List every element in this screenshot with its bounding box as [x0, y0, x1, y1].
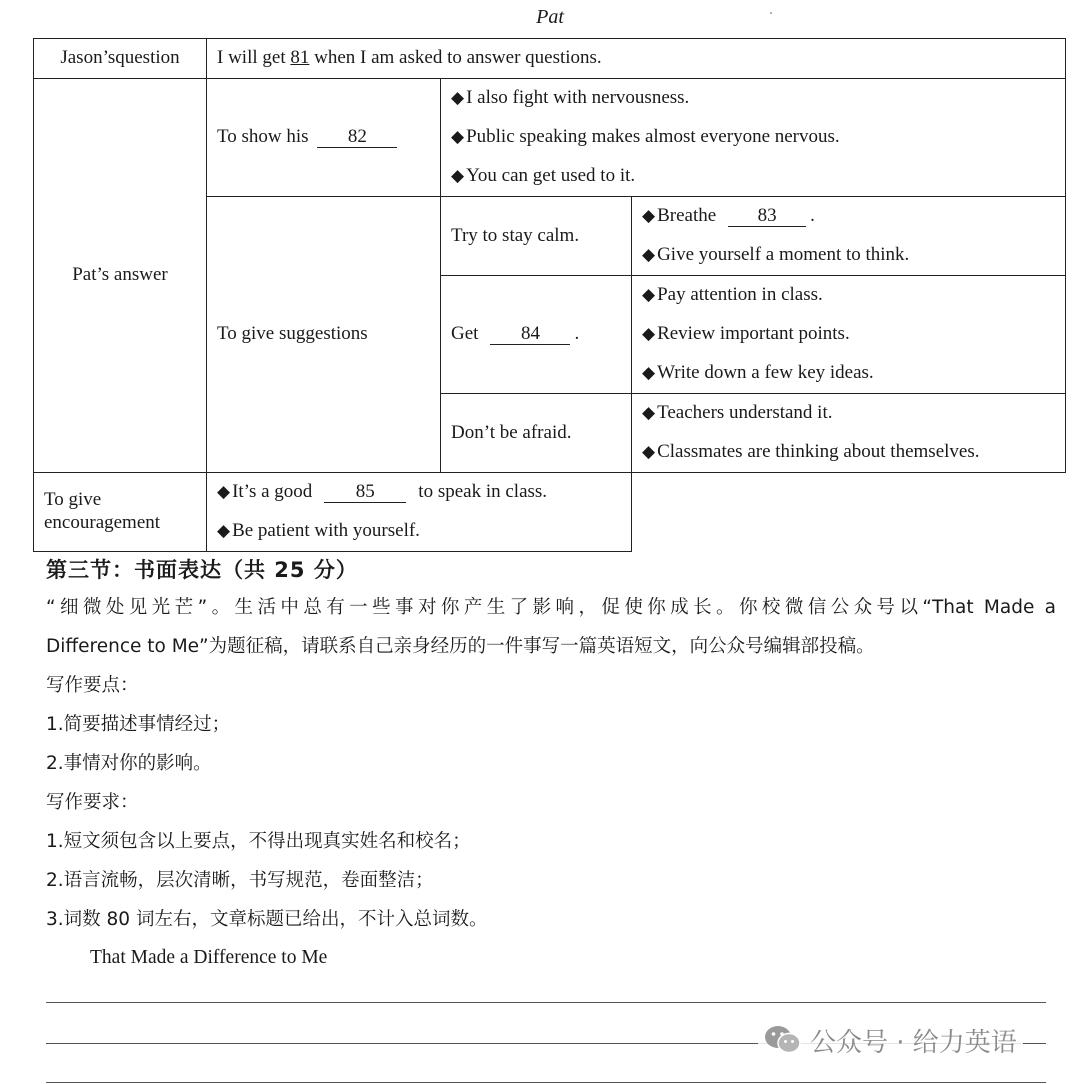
encouragement-point: ◆ Be patient with yourself. [217, 520, 420, 542]
writing-point: 1.简要描述事情经过； [46, 714, 231, 735]
diamond-bullet-icon: ◆ [451, 88, 465, 108]
watermark [758, 1020, 1023, 1060]
requirement: 1.短文须包含以上要点，不得出现真实姓名和校名； [46, 831, 471, 852]
diamond-bullet-icon: ◆ [642, 324, 656, 344]
blank-85: 85 [324, 482, 406, 503]
diamond-bullet-icon: ◆ [642, 245, 656, 265]
essay-title: That Made a Difference to Me [90, 947, 328, 968]
question-row [34, 39, 1066, 79]
question-label: Jason’squestion [34, 39, 207, 79]
section-title: 第三节：书面表达（共 25 分） [46, 558, 358, 582]
requirements-heading: 写作要求： [46, 792, 139, 813]
afraid-point: ◆ Classmates are thinking about themselves. [642, 441, 980, 463]
question-text [207, 39, 1066, 79]
blank-82: 82 [317, 127, 397, 148]
dialogue-table [33, 38, 1066, 552]
diamond-bullet-icon: ◆ [642, 442, 656, 462]
calm-point: ◆ Breathe 83 . [642, 205, 815, 227]
show-label [207, 79, 441, 197]
scan-dot [770, 12, 772, 14]
pat-header: Pat [536, 6, 564, 28]
encouragement-label: To give encouragement [34, 473, 207, 552]
diamond-bullet-icon: ◆ [642, 285, 656, 305]
blank-81: 81 [290, 47, 310, 69]
question-text-after: when I am asked to answer questions. [309, 47, 602, 69]
question-text-before: I will get [217, 47, 291, 69]
answer-label: Pat’s answer [34, 79, 207, 473]
afraid-point: ◆ Teachers understand it. [642, 402, 833, 424]
afraid-points [632, 394, 1066, 473]
watermark-text: 公众号 · 给力英语 [810, 1027, 1017, 1058]
diamond-bullet-icon: ◆ [451, 166, 465, 186]
get-point: ◆ Pay attention in class. [642, 284, 823, 306]
get-points [632, 276, 1066, 394]
show-point: ◆ You can get used to it. [451, 165, 636, 187]
answer-line [46, 1002, 1046, 1003]
points-heading: 写作要点： [46, 675, 139, 696]
suggestions-label: To give suggestions [207, 197, 441, 473]
calm-point: ◆ Give yourself a moment to think. [642, 244, 910, 266]
show-label-text: To show his [217, 126, 309, 148]
writing-section [46, 552, 1056, 977]
get-label: Get 84 . [441, 276, 632, 394]
diamond-bullet-icon: ◆ [217, 482, 231, 502]
calm-label: Try to stay calm. [441, 197, 632, 276]
intro-line: Difference to Me”为题征稿，请联系自己亲身经历的一件事写一篇英语短文，向公众号编辑部投稿。 [46, 636, 875, 657]
show-point: ◆ Public speaking makes almost everyone nervous. [451, 126, 840, 148]
requirement: 3.词数 80 词左右，文章标题已给出，不计入总词数。 [46, 909, 488, 930]
show-row [34, 79, 1066, 197]
calm-points [632, 197, 1066, 276]
afraid-label: Don’t be afraid. [441, 394, 632, 473]
get-point: ◆ Write down a few key ideas. [642, 362, 874, 384]
diamond-bullet-icon: ◆ [451, 127, 465, 147]
diamond-bullet-icon: ◆ [642, 206, 656, 226]
answer-line [46, 1082, 1046, 1083]
show-point: ◆ I also fight with nervousness. [451, 87, 690, 109]
encouragement-row [34, 473, 1066, 552]
encouragement-point: ◆ It’s a good 85 to speak in class. [217, 481, 548, 503]
show-points [441, 79, 1066, 197]
writing-point: 2.事情对你的影响。 [46, 753, 212, 774]
diamond-bullet-icon: ◆ [217, 521, 231, 541]
blank-84: 84 [490, 324, 570, 345]
blank-83: 83 [728, 206, 806, 227]
wechat-icon [764, 1024, 802, 1056]
diamond-bullet-icon: ◆ [642, 363, 656, 383]
requirement: 2.语言流畅，层次清晰，书写规范，卷面整洁； [46, 870, 434, 891]
get-point: ◆ Review important points. [642, 323, 850, 345]
encouragement-points [207, 473, 632, 552]
intro-line: “细微处见光芒”。生活中总有一些事对你产生了影响，促使你成长。你校微信公众号以“That Made a [46, 597, 1056, 618]
diamond-bullet-icon: ◆ [642, 403, 656, 423]
